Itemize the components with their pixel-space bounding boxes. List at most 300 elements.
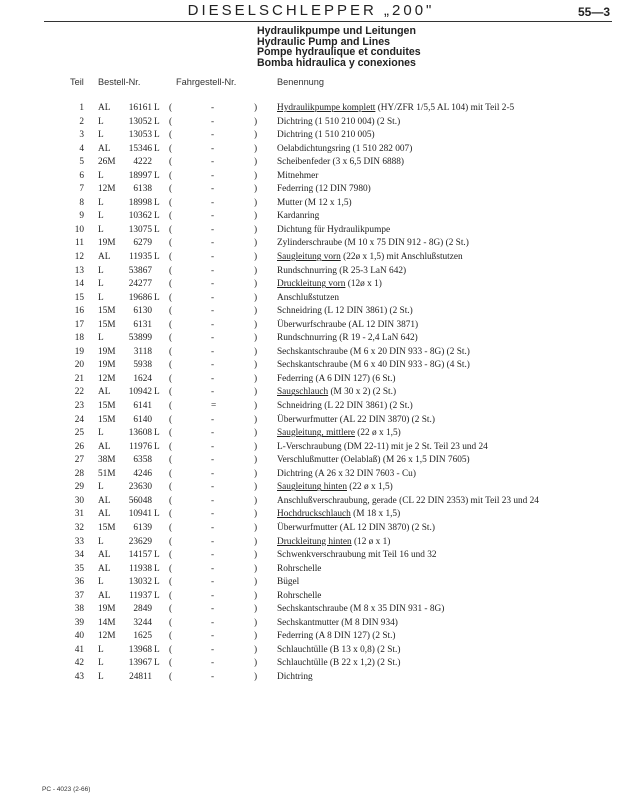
part-number: 30 <box>74 495 84 506</box>
part-description-text: Überwurfschraube (AL 12 DIN 3871) <box>277 319 419 330</box>
part-number: 37 <box>74 590 84 601</box>
part-number: 38 <box>74 604 84 615</box>
chassis-open-paren: ( <box>169 536 173 547</box>
chassis-close-paren: ) <box>254 387 258 398</box>
part-description-text: Dichtring (1 510 210 005) <box>277 130 375 141</box>
order-number: 10941 <box>128 509 152 520</box>
part-description-text: L-Verschraubung (DM 22-11) mit je 2 St. Teil 23 und 24 <box>277 441 488 452</box>
part-description <box>277 400 413 414</box>
chassis-open-paren: ( <box>169 671 173 682</box>
chassis-open-paren: ( <box>169 482 173 493</box>
part-number: 31 <box>74 509 84 520</box>
part-number: 20 <box>74 360 84 371</box>
order-prefix: AL <box>98 441 111 452</box>
part-description-text: Rundschnurring (R 19 - 2,4 LaN 642) <box>277 333 418 344</box>
order-suffix: L <box>154 441 160 452</box>
part-number: 32 <box>74 522 84 533</box>
part-description-text: Rohrschelle <box>277 563 322 574</box>
order-number: 56048 <box>128 495 152 506</box>
footer-code: PC - 4023 (2-66) <box>42 786 91 793</box>
part-description-text: (12ø x 1) <box>345 279 382 290</box>
chassis-open-paren: ( <box>169 197 173 208</box>
order-suffix: L <box>154 116 160 127</box>
part-number: 19 <box>74 346 84 357</box>
table-row <box>0 197 622 211</box>
chassis-number: - <box>211 495 215 506</box>
order-prefix: 15M <box>98 319 116 330</box>
chassis-close-paren: ) <box>254 482 258 493</box>
order-prefix: L <box>98 211 104 222</box>
order-suffix: L <box>154 509 160 520</box>
part-number: 6 <box>79 170 84 181</box>
table-row <box>0 251 622 265</box>
chassis-close-paren: ) <box>254 116 258 127</box>
chassis-number: - <box>211 536 215 547</box>
chassis-open-paren: ( <box>169 590 173 601</box>
chassis-close-paren: ) <box>254 509 258 520</box>
chassis-open-paren: ( <box>169 387 173 398</box>
table-row <box>0 522 622 536</box>
part-description <box>277 522 435 536</box>
order-prefix: 19M <box>98 346 116 357</box>
chassis-open-paren: ( <box>169 346 173 357</box>
chassis-number: - <box>211 333 215 344</box>
chassis-open-paren: ( <box>169 211 173 222</box>
table-row <box>0 441 622 455</box>
order-number: 6141 <box>133 401 152 412</box>
order-prefix: AL <box>98 550 111 561</box>
part-number: 8 <box>79 197 84 208</box>
order-number: 13052 <box>128 116 152 127</box>
chassis-number: - <box>211 346 215 357</box>
chassis-number: - <box>211 428 215 439</box>
part-number: 39 <box>74 617 84 628</box>
chassis-open-paren: ( <box>169 495 173 506</box>
order-prefix: L <box>98 536 104 547</box>
order-prefix: L <box>98 644 104 655</box>
part-number: 42 <box>74 658 84 669</box>
part-number: 28 <box>74 468 84 479</box>
part-number: 35 <box>74 563 84 574</box>
part-number: 9 <box>79 211 84 222</box>
chassis-open-paren: ( <box>169 563 173 574</box>
order-prefix: 15M <box>98 414 116 425</box>
chassis-open-paren: ( <box>169 577 173 588</box>
chassis-close-paren: ) <box>254 319 258 330</box>
part-description-text: Schlauchtülle (B 13 x 0,8) (2 St.) <box>277 644 401 655</box>
order-number: 11935 <box>129 252 152 263</box>
part-description <box>277 373 396 387</box>
part-description <box>277 292 339 306</box>
column-header-teil: Teil <box>70 77 84 87</box>
table-row <box>0 210 622 224</box>
table-row <box>0 332 622 346</box>
chassis-number: - <box>211 617 215 628</box>
order-prefix: L <box>98 197 104 208</box>
order-number: 4246 <box>133 468 152 479</box>
order-suffix: L <box>154 577 160 588</box>
chassis-close-paren: ) <box>254 373 258 384</box>
chassis-open-paren: ( <box>169 455 173 466</box>
order-number: 16161 <box>128 103 152 113</box>
part-number: 17 <box>74 319 84 330</box>
part-number: 41 <box>74 644 84 655</box>
chassis-close-paren: ) <box>254 658 258 669</box>
part-description-text: Zylinderschraube (M 10 x 75 DIN 912 - 8G) (2 St.) <box>277 238 469 249</box>
part-description-text: Rundschnurring (R 25-3 LaN 642) <box>277 265 407 276</box>
part-description <box>277 237 469 251</box>
part-description-text: Bügel <box>277 577 300 588</box>
part-description-text: (12 ø x 1) <box>351 536 391 547</box>
part-description <box>277 563 321 577</box>
part-description <box>277 603 444 617</box>
table-row <box>0 346 622 360</box>
chassis-number: - <box>211 373 215 384</box>
order-prefix: 15M <box>98 306 116 317</box>
part-description <box>277 183 371 197</box>
table-row <box>0 319 622 333</box>
table-row <box>0 427 622 441</box>
chassis-open-paren: ( <box>169 116 173 127</box>
order-prefix: AL <box>98 509 111 520</box>
table-row <box>0 508 622 522</box>
order-number: 18997 <box>128 170 152 181</box>
table-row <box>0 170 622 184</box>
order-number: 3244 <box>133 617 152 628</box>
table-row <box>0 644 622 658</box>
order-number: 10362 <box>128 211 152 222</box>
order-number: 5938 <box>133 360 152 371</box>
chassis-close-paren: ) <box>254 428 258 439</box>
order-number: 13075 <box>128 224 152 235</box>
chassis-number: - <box>211 522 215 533</box>
chassis-open-paren: ( <box>169 550 173 561</box>
part-description-text: Anschlußstutzen <box>277 292 339 303</box>
chassis-number: - <box>211 306 215 317</box>
chassis-open-paren: ( <box>169 224 173 235</box>
chassis-number: - <box>211 252 215 263</box>
table-row <box>0 657 622 671</box>
order-number: 14157 <box>128 550 152 561</box>
order-number: 13608 <box>128 428 152 439</box>
chassis-close-paren: ) <box>254 143 258 154</box>
chassis-close-paren: ) <box>254 644 258 655</box>
chassis-close-paren: ) <box>254 211 258 222</box>
part-description <box>277 224 390 238</box>
part-description-text: (22 ø x 1,5) <box>346 482 393 493</box>
order-number: 24277 <box>128 279 152 290</box>
part-description-text: (M 30 x 2) (2 St.) <box>328 387 397 398</box>
chassis-number: - <box>211 279 215 290</box>
table-row <box>0 305 622 319</box>
part-description-text: Federring (A 8 DIN 127) (2 St.) <box>277 631 396 642</box>
table-row <box>0 671 622 685</box>
part-description-text: Schwenkverschraubung mit Teil 16 und 32 <box>277 550 437 561</box>
order-prefix: L <box>98 130 104 141</box>
order-prefix: 15M <box>98 401 116 412</box>
part-description-underlined: Saugleitung, mittlere <box>277 428 355 439</box>
chassis-number: = <box>211 401 217 412</box>
order-prefix: 12M <box>98 184 116 195</box>
table-row <box>0 143 622 157</box>
chassis-open-paren: ( <box>169 157 173 168</box>
order-prefix: 38M <box>98 455 116 466</box>
chassis-close-paren: ) <box>254 103 258 113</box>
table-row <box>0 400 622 414</box>
order-prefix: AL <box>98 563 111 574</box>
chassis-close-paren: ) <box>254 224 258 235</box>
order-number: 53899 <box>128 333 152 344</box>
part-description <box>277 129 375 143</box>
order-number: 1624 <box>133 373 152 384</box>
chassis-open-paren: ( <box>169 414 173 425</box>
chassis-close-paren: ) <box>254 577 258 588</box>
order-suffix: L <box>154 658 160 669</box>
chassis-open-paren: ( <box>169 644 173 655</box>
order-number: 19686 <box>128 292 152 303</box>
order-number: 11976 <box>129 441 152 452</box>
part-description-text: Überwurfmutter (AL 12 DIN 3870) (2 St.) <box>277 522 435 533</box>
part-description-underlined: Druckleitung hinten <box>277 536 352 547</box>
part-description-text: Anschlußverschraubung, gerade (CL 22 DIN 2353) mit Teil 23 und 24 <box>277 495 539 506</box>
part-description-text: (22 ø x 1,5) <box>354 428 401 439</box>
table-row <box>0 129 622 143</box>
order-suffix: L <box>154 170 160 181</box>
chassis-number: - <box>211 604 215 615</box>
chassis-open-paren: ( <box>169 509 173 520</box>
table-row <box>0 116 622 130</box>
chassis-open-paren: ( <box>169 238 173 249</box>
table-row <box>0 454 622 468</box>
part-description <box>277 427 401 441</box>
chassis-close-paren: ) <box>254 455 258 466</box>
chassis-number: - <box>211 577 215 588</box>
order-prefix: L <box>98 224 104 235</box>
chassis-number: - <box>211 319 215 330</box>
part-number: 25 <box>74 428 84 439</box>
chassis-close-paren: ) <box>254 333 258 344</box>
part-description-text: Sechskantmutter (M 8 DIN 934) <box>277 617 398 628</box>
part-description <box>277 251 463 265</box>
chassis-close-paren: ) <box>254 252 258 263</box>
order-number: 24811 <box>129 671 152 682</box>
chassis-open-paren: ( <box>169 428 173 439</box>
chassis-open-paren: ( <box>169 604 173 615</box>
chassis-close-paren: ) <box>254 346 258 357</box>
order-number: 2849 <box>133 604 152 615</box>
section-subtitles <box>257 26 421 68</box>
table-row <box>0 237 622 251</box>
order-prefix: L <box>98 116 104 127</box>
table-row <box>0 373 622 387</box>
part-description-underlined: Hydraulikpumpe komplett <box>277 103 376 113</box>
part-description <box>277 156 404 170</box>
part-description-text: Dichtring (A 26 x 32 DIN 7603 - Cu) <box>277 468 416 479</box>
part-description <box>277 278 382 292</box>
chassis-number: - <box>211 143 215 154</box>
table-row <box>0 590 622 604</box>
part-description <box>277 536 390 550</box>
chassis-number: - <box>211 563 215 574</box>
order-suffix: L <box>154 387 160 398</box>
order-number: 13968 <box>128 644 152 655</box>
table-row <box>0 563 622 577</box>
chassis-number: - <box>211 238 215 249</box>
chassis-number: - <box>211 360 215 371</box>
part-description-text: Dichtung für Hydraulikpumpe <box>277 224 391 235</box>
chassis-open-paren: ( <box>169 103 173 113</box>
table-row <box>0 536 622 550</box>
chassis-number: - <box>211 550 215 561</box>
part-number: 18 <box>74 333 84 344</box>
part-description-text: Dichtring <box>277 671 313 682</box>
order-number: 6139 <box>133 522 152 533</box>
chassis-open-paren: ( <box>169 130 173 141</box>
order-number: 6131 <box>133 319 152 330</box>
order-prefix: L <box>98 170 104 181</box>
chassis-number: - <box>211 468 215 479</box>
order-prefix: AL <box>98 252 111 263</box>
order-number: 11937 <box>129 590 152 601</box>
table-row <box>0 278 622 292</box>
part-description-underlined: Saugschlauch <box>277 387 329 398</box>
part-description-text: Sechskantschraube (M 8 x 35 DIN 931 - 8G) <box>277 604 445 615</box>
table-row <box>0 549 622 563</box>
part-description <box>277 197 352 211</box>
part-number: 40 <box>74 631 84 642</box>
chassis-number: - <box>211 414 215 425</box>
part-description-text: Kardanring <box>277 211 320 222</box>
chassis-number: - <box>211 265 215 276</box>
part-number: 4 <box>79 143 84 154</box>
chassis-number: - <box>211 658 215 669</box>
part-number: 27 <box>74 455 84 466</box>
order-prefix: 19M <box>98 238 116 249</box>
order-number: 23629 <box>128 536 152 547</box>
part-description-text: Federring (12 DIN 7980) <box>277 184 371 195</box>
order-suffix: L <box>154 143 160 154</box>
table-row <box>0 224 622 238</box>
order-number: 18998 <box>128 197 152 208</box>
order-prefix: L <box>98 265 104 276</box>
part-description <box>277 617 398 631</box>
column-header-fahrgestell: Fahrgestell-Nr. <box>176 77 237 87</box>
part-description <box>277 644 400 658</box>
chassis-number: - <box>211 184 215 195</box>
part-description <box>277 170 318 184</box>
chassis-open-paren: ( <box>169 441 173 452</box>
part-description <box>277 630 396 644</box>
table-row <box>0 630 622 644</box>
part-number: 10 <box>74 224 84 235</box>
chassis-open-paren: ( <box>169 265 173 276</box>
part-description-underlined: Saugleitung vorn <box>277 252 341 263</box>
part-description <box>277 332 418 346</box>
chassis-close-paren: ) <box>254 604 258 615</box>
chassis-open-paren: ( <box>169 333 173 344</box>
column-header-benennung: Benennung <box>277 77 325 87</box>
order-prefix: AL <box>98 387 111 398</box>
chassis-number: - <box>211 116 215 127</box>
table-row <box>0 359 622 373</box>
order-prefix: AL <box>98 495 111 506</box>
part-description <box>277 143 412 157</box>
part-description <box>277 495 539 509</box>
chassis-number: - <box>211 441 215 452</box>
part-description <box>277 305 413 319</box>
order-prefix: 19M <box>98 360 116 371</box>
part-number: 43 <box>74 671 84 682</box>
order-number: 13032 <box>128 577 152 588</box>
chassis-number: - <box>211 631 215 642</box>
order-prefix: 14M <box>98 617 116 628</box>
chassis-number: - <box>211 482 215 493</box>
part-description-text: (22ø x 1,5) mit Anschlußstutzen <box>340 252 463 263</box>
order-prefix: 19M <box>98 604 116 615</box>
part-description <box>277 116 400 130</box>
order-suffix: L <box>154 197 160 208</box>
chassis-close-paren: ) <box>254 265 258 276</box>
chassis-close-paren: ) <box>254 617 258 628</box>
chassis-number: - <box>211 455 215 466</box>
header-rule <box>44 21 612 22</box>
part-number: 24 <box>74 414 84 425</box>
part-description <box>277 481 393 495</box>
chassis-open-paren: ( <box>169 306 173 317</box>
part-description-text: Schneidring (L 22 DIN 3861) (2 St.) <box>277 401 413 412</box>
order-prefix: L <box>98 482 104 493</box>
part-description <box>277 657 400 671</box>
part-description-text: Überwurfmutter (AL 22 DIN 3870) (2 St.) <box>277 414 435 425</box>
part-description-text: (HY/ZFR 1/5,5 AL 104) mit Teil 2-5 <box>375 103 515 113</box>
table-row <box>0 265 622 279</box>
part-description <box>277 468 416 482</box>
order-prefix: AL <box>98 590 111 601</box>
part-description-underlined: Hochdruckschlauch <box>277 509 351 520</box>
chassis-number: - <box>211 292 215 303</box>
order-number: 6138 <box>133 184 152 195</box>
part-description <box>277 508 400 522</box>
order-suffix: L <box>154 550 160 561</box>
column-header-bestell: Bestell-Nr. <box>98 77 141 87</box>
table-row <box>0 481 622 495</box>
part-description-text: Schneidring (L 12 DIN 3861) (2 St.) <box>277 306 413 317</box>
order-prefix: L <box>98 658 104 669</box>
part-description <box>277 346 470 360</box>
table-row <box>0 414 622 428</box>
order-prefix: L <box>98 428 104 439</box>
chassis-number: - <box>211 387 215 398</box>
part-description-text: Oelabdichtungsring (1 510 282 007) <box>277 143 413 154</box>
order-number: 1625 <box>133 631 152 642</box>
chassis-close-paren: ) <box>254 536 258 547</box>
chassis-number: - <box>211 103 215 113</box>
chassis-number: - <box>211 157 215 168</box>
order-number: 13053 <box>128 130 152 141</box>
order-suffix: L <box>154 563 160 574</box>
chassis-number: - <box>211 197 215 208</box>
subtitle-en: Hydraulic Pump and Lines <box>257 35 391 48</box>
chassis-open-paren: ( <box>169 522 173 533</box>
chassis-close-paren: ) <box>254 401 258 412</box>
table-row <box>0 183 622 197</box>
chassis-close-paren: ) <box>254 170 258 181</box>
table-row <box>0 102 622 116</box>
order-number: 23630 <box>128 482 152 493</box>
order-prefix: 15M <box>98 522 116 533</box>
chassis-open-paren: ( <box>169 658 173 669</box>
order-prefix: L <box>98 292 104 303</box>
